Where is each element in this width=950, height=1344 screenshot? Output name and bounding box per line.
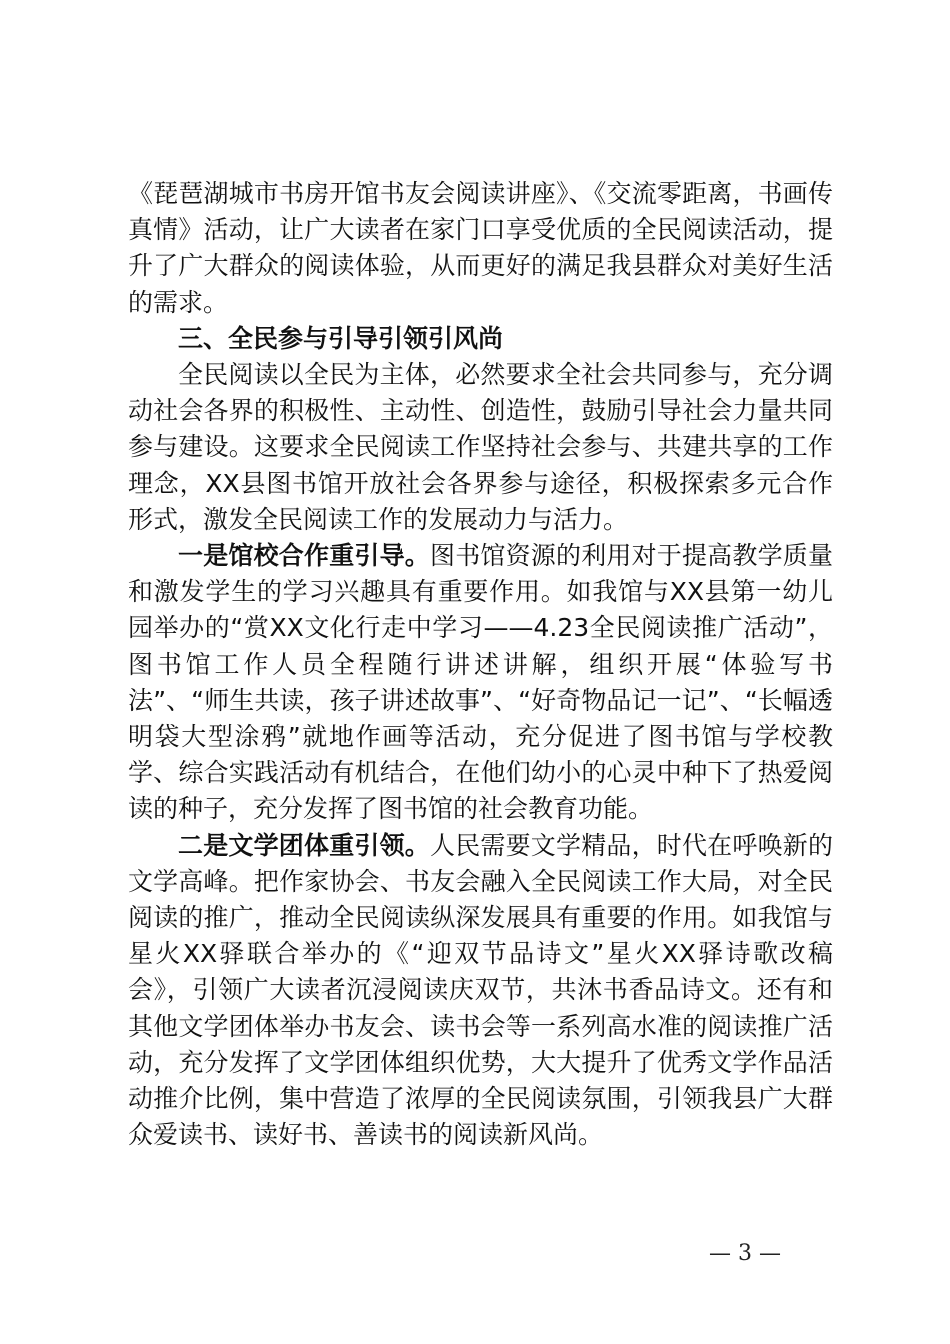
paragraph-lead: 一是馆校合作重引导。 bbox=[178, 541, 430, 571]
paragraph-lead: 二是文学团体重引领。 bbox=[178, 830, 430, 860]
page-number: — 3 — bbox=[709, 1241, 781, 1266]
paragraph-school-cooperation bbox=[128, 538, 833, 828]
paragraph-intro bbox=[128, 357, 833, 538]
paragraph-text: 全民阅读以全民为主体，必然要求全社会共同参与，充分调动社会各界的积极性、主动性、创造性，鼓励引导社会力量共同参与建设。这要求全民阅读工作坚持社会参与、共建共享的工作理念，XX县图书馆开放社会各界参与途径，积极探索多元合作形式，激发全民阅读工作的发展动力与活力。 bbox=[128, 360, 833, 534]
paragraph-text: 人民需要文学精品，时代在呼唤新的文学高峰。把作家协会、书友会融入全民阅读工作大局，对全民阅读的推广，推动全民阅读纵深发展具有重要的作用。如我馆与星火XX驿联合举办的《“迎双节品诗文”星火XX驿诗歌改稿会》，引领广大读者沉浸阅读庆双节，共沐书香品诗文。还有和其他文学团体举办书友会、读书会等一系列高水准的阅读推广活动，充分发挥了文学团体组织优势，大大提升了优秀文学作品活动推介比例，集中营造了浓厚的全民阅读氛围，引领我县广大群众爱读书、读好书、善读书的阅读新风尚。 bbox=[128, 830, 833, 1150]
paragraph-literary-groups bbox=[128, 828, 833, 1154]
document-body bbox=[128, 176, 833, 1153]
section-heading: 三、全民参与引导引领引风尚 bbox=[178, 323, 504, 353]
paragraph-text: 《琵琶湖城市书房开馆书友会阅读讲座》、《交流零距离，书画传真情》活动，让广大读者在家门口享受优质的全民阅读活动，提升了广大群众的阅读体验，从而更好的满足我县群众对美好生活的需求。 bbox=[128, 179, 833, 317]
paragraph-continued bbox=[128, 176, 833, 321]
paragraph-text: 图书馆资源的利用对于提高教学质量和激发学生的学习兴趣具有重要作用。如我馆与XX县第一幼儿园举办的“赏XX文化行走中学习——4.23全民阅读推广活动”，图书馆工作人员全程随行讲述讲解，组织开展“体验写书法”、“师生共读，孩子讲述故事”、“好奇物品记一记”、“长幅透明袋大型涂鸦”就地作画等活动，充分促进了图书馆与学校教学、综合实践活动有机结合，在他们幼小的心灵中种下了热爱阅读的种子，充分发挥了图书馆的社会教育功能。 bbox=[128, 541, 833, 824]
